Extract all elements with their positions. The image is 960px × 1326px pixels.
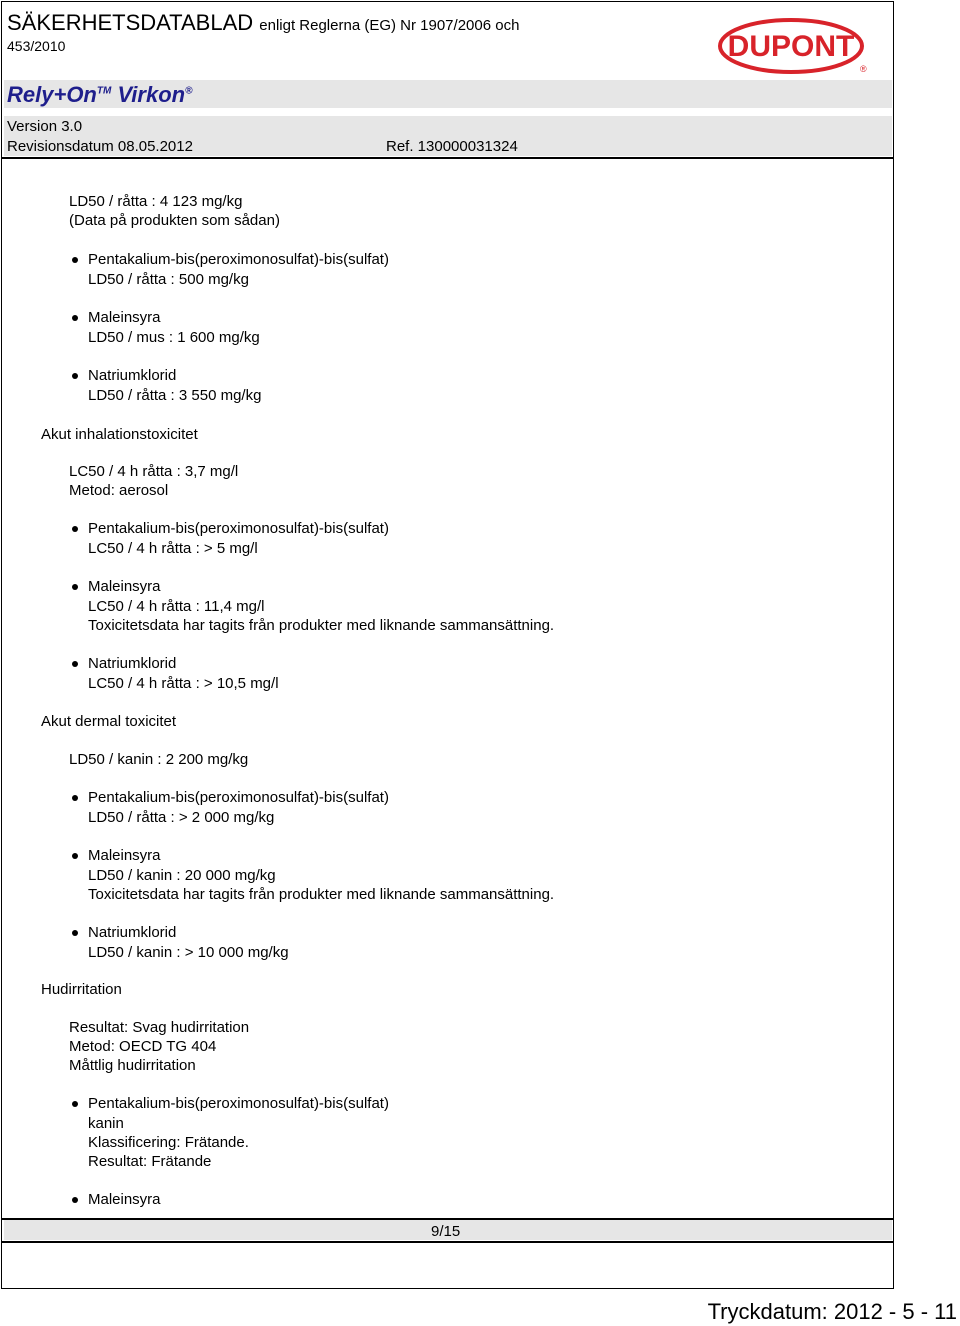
document-title: SÄKERHETSDATABLAD enligt Reglerna (EG) Nr 1907/2006 och [7, 10, 520, 35]
bullet-icon [72, 315, 78, 321]
text-line: LD50 / råtta : > 2 000 mg/kg [88, 809, 275, 826]
substance-name: Maleinsyra [88, 1191, 161, 1208]
bullet-icon [72, 1197, 78, 1203]
regulation-number: 453/2010 [7, 38, 66, 54]
svg-text:DUPONT: DUPONT [727, 30, 855, 63]
reference-number: Ref. 130000031324 [386, 138, 518, 155]
bullet-icon [72, 526, 78, 532]
print-date: Tryckdatum: 2012 - 5 - 11 [707, 1299, 957, 1324]
text-line: LC50 / 4 h råtta : > 10,5 mg/l [88, 675, 279, 692]
substance-name: Maleinsyra [88, 847, 161, 864]
text-line: Metod: aerosol [69, 482, 169, 499]
revision-date: Revisionsdatum 08.05.2012 [7, 138, 193, 155]
text-line: LC50 / 4 h råtta : 11,4 mg/l [88, 598, 265, 615]
bullet-icon [72, 1101, 78, 1107]
text-line: LD50 / kanin : > 10 000 mg/kg [88, 944, 289, 961]
text-line: Måttlig hudirritation [69, 1057, 196, 1074]
text-line: kanin [88, 1115, 124, 1132]
text-line: Resultat: Svag hudirritation [69, 1019, 250, 1036]
bullet-icon [72, 795, 78, 801]
text-line: LC50 / 4 h råtta : > 5 mg/l [88, 540, 258, 557]
header-separator [2, 157, 893, 159]
dupont-logo [718, 18, 868, 74]
text-line: Metod: OECD TG 404 [69, 1038, 217, 1055]
section-heading: Akut dermal toxicitet [41, 713, 177, 730]
bullet-icon [72, 373, 78, 379]
substance-name: Pentakalium-bis(peroximonosulfat)-bis(sulfat) [88, 789, 389, 806]
bullet-icon [72, 930, 78, 936]
section-heading: Akut inhalationstoxicitet [41, 426, 198, 443]
version-band [4, 116, 892, 136]
text-line: Klassificering: Frätande. [88, 1134, 249, 1151]
text-line: LD50 / kanin : 2 200 mg/kg [69, 751, 249, 768]
text-line: LC50 / 4 h råtta : 3,7 mg/l [69, 463, 239, 480]
text-line: LD50 / kanin : 20 000 mg/kg [88, 867, 276, 884]
text-line: LD50 / råtta : 4 123 mg/kg [69, 193, 243, 210]
svg-text:®: ® [860, 64, 867, 74]
text-line: Resultat: Frätande [88, 1153, 212, 1170]
text-line: Toxicitetsdata har tagits från produkter med liknande sammansättning. [88, 886, 555, 903]
bullet-icon [72, 584, 78, 590]
substance-name: Maleinsyra [88, 578, 161, 595]
text-line: LD50 / råtta : 3 550 mg/kg [88, 387, 262, 404]
substance-name: Natriumklorid [88, 655, 177, 672]
text-line: (Data på produkten som sådan) [69, 212, 280, 229]
text-line: LD50 / råtta : 500 mg/kg [88, 271, 249, 288]
page-number: 9/15 [431, 1223, 461, 1240]
text-line: Toxicitetsdata har tagits från produkter med liknande sammansättning. [88, 617, 555, 634]
substance-name: Pentakalium-bis(peroximonosulfat)-bis(sulfat) [88, 251, 389, 268]
substance-name: Maleinsyra [88, 309, 161, 326]
product-name: Rely+On™ Virkon® [7, 82, 193, 107]
bullet-icon [72, 853, 78, 859]
substance-name: Natriumklorid [88, 924, 177, 941]
footer-separator-bottom [2, 1241, 893, 1243]
version: Version 3.0 [7, 118, 83, 135]
substance-name: Pentakalium-bis(peroximonosulfat)-bis(sulfat) [88, 1095, 389, 1112]
section-heading: Hudirritation [41, 981, 122, 998]
substance-name: Pentakalium-bis(peroximonosulfat)-bis(sulfat) [88, 520, 389, 537]
bullet-icon [72, 661, 78, 667]
substance-name: Natriumklorid [88, 367, 177, 384]
text-line: LD50 / mus : 1 600 mg/kg [88, 329, 260, 346]
bullet-icon [72, 257, 78, 263]
